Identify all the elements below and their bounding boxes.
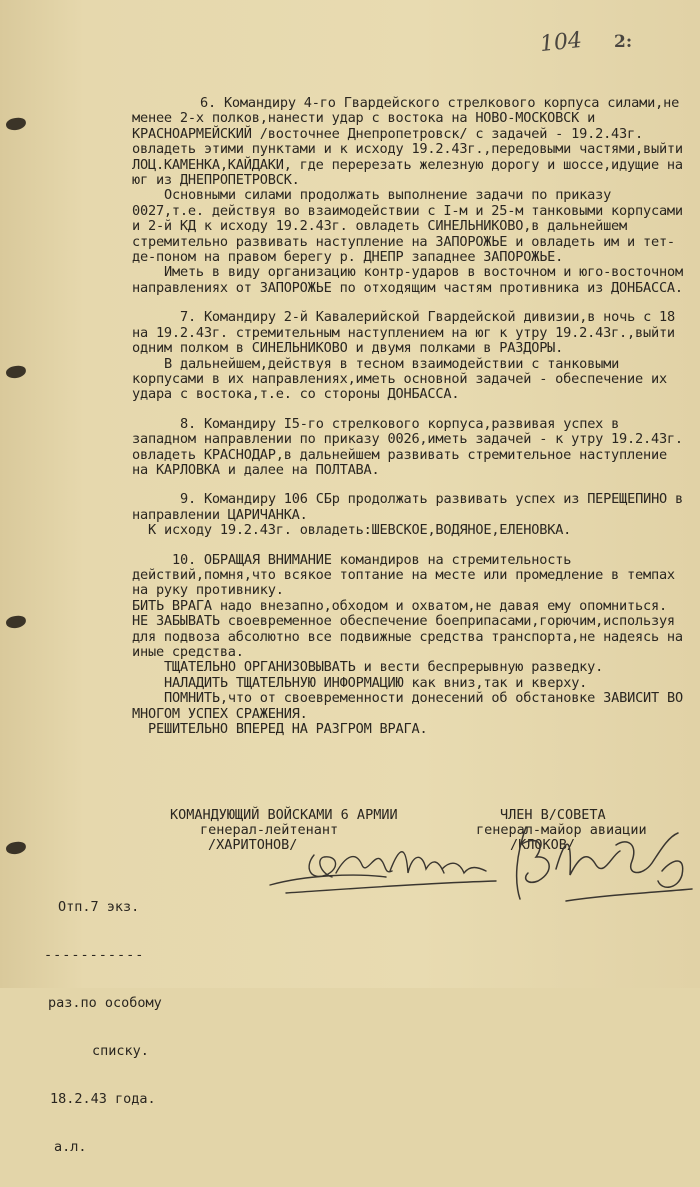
council-member-rank: генерал-майор авиации [476, 822, 647, 838]
paragraph-10-reports: ПОМНИТЬ,что от своевременности донесений об обстановке ЗАВИСИТ ВО МНОГОМ УСПЕХ СРАЖЕНИЯ. [132, 690, 691, 722]
paragraph-7-further: В дальнейшем,действуя в тесном взаимодействии с танковыми корпусами в их направлениях,иметь основной задачей - обеспечение их удара с востока,т.е. со стороны ДОНБАССА. [132, 355, 675, 403]
binder-hole-1 [5, 117, 26, 132]
signature-klokov [517, 827, 692, 901]
paragraph-10: 10. ОБРАЩАЯ ВНИМАНИЕ командиров на стремительность действий,помня,что всякое топтание на месте или промедление в темпах на руку противнику. [132, 551, 683, 599]
handwritten-signatures [266, 815, 696, 915]
order-body [132, 95, 691, 738]
commander-title: КОМАНДУЮЩИЙ ВОЙСКАМИ 6 АРМИИ [170, 807, 398, 823]
paragraph-6: 6. Командиру 4-го Гвардейского стрелкового корпуса силами,не менее 2-х полков,нанести удар с востока на НОВО-МОСКОВСК и КРАСНОАРМЕЙСКИЙ /восточнее Днепропетровск/ с задачей - 19.2.43г. овладеть этими пунктами и к исходу 19.2.43г.,передовыми частями,выйти ЛОЦ.КАМЕНКА,КАЙДАКИ, где перерезать железную дорогу и шоссе,идущие на юг из ДНЕПРОПЕТРОВСК. [132, 95, 691, 189]
paragraph-10-supply: НЕ ЗАБЫВАТЬ своевременное обеспечение боеприпасами,горючим,используя для подвоза абсолютно все подвижные средства транспорта,не надеясь на иные средства. [132, 613, 691, 660]
council-member-title: ЧЛЕН В/СОВЕТА [500, 807, 606, 823]
page-number: 2: [614, 32, 633, 52]
council-member-name: /КЛОКОВ/ [510, 837, 576, 853]
dispatch-date: 18.2.43 года. [50, 1091, 156, 1107]
paragraph-6-counterattacks: Иметь в виду организацию контр-ударов в восточном и юго-восточном направлениях от ЗАПОРОЖЬЕ по отходящим частям противника из ДОНБАССА. [132, 264, 691, 296]
binder-hole-2 [5, 365, 26, 380]
dispatch-note [44, 867, 162, 1187]
copies-count: Отп.7 экз. [58, 899, 140, 915]
binder-hole-4 [5, 841, 26, 856]
signature-kharitonov [270, 852, 496, 893]
paragraph-7: 7. Командиру 2-й Кавалерийской Гвардейской дивизии,в ночь с 18 на 19.2.43г. стремительным наступлением на юг к утру 19.2.43г.,выйти одним полком в СИНЕЛЬНИКОВО и двумя полками в РАЗДОРЫ. [132, 309, 684, 357]
distribution-line-2: списку. [92, 1043, 149, 1059]
handwritten-archive-number: 104 [538, 27, 584, 58]
commander-name: /ХАРИТОНОВ/ [208, 837, 298, 853]
paragraph-10-closing: РЕШИТЕЛЬНО ВПЕРЕД НА РАЗГРОМ ВРАГА. [148, 721, 428, 738]
paragraph-10-recon: ТЩАТЕЛЬНО ОРГАНИЗОВЫВАТЬ и вести беспрерывную разведку. [164, 659, 604, 676]
separator-line: ----------- [44, 947, 145, 963]
paragraph-6-main-forces: Основными силами продолжать выполнение задачи по приказу 0027,т.е. действуя во взаимодействии с I-м и 25-м танковыми корпусами и 2-й КД к исходу 19.2.43г. овладеть СИНЕЛЬНИКОВО,в дальнейшем стремительно развивать наступление на ЗАПОРОЖЬЕ и овладеть им и тет-де-поном на правом берегу р. ДНЕПР западнее ЗАПОРОЖЬЕ. [132, 187, 691, 266]
typist-initials: а.л. [54, 1139, 87, 1155]
paragraph-8: 8. Командиру I5-го стрелкового корпуса,развивая успех в западном направлении по приказу 0026,иметь задачей - к утру 19.2.43г. овладеть КРАСНОДАР,в дальнейшем развивать стремительное наступление на КАРЛОВКА и далее на ПОЛТАВА. [132, 415, 691, 478]
paragraph-10-strike: БИТЬ ВРАГА надо внезапно,обходом и охватом,не давая ему опомниться. [132, 597, 667, 614]
distribution-line-1: раз.по особому [48, 995, 162, 1011]
paragraph-10-information: НАЛАДИТЬ ТЩАТЕЛЬНУЮ ИНФОРМАЦИЮ как вниз,так и кверху. [164, 674, 588, 691]
paragraph-9: 9. Командиру 106 СБр продолжать развивать успех из ПЕРЕЩЕПИНО в направлении ЦАРИЧАНКА. [132, 491, 691, 523]
paragraph-9-objective: К исходу 19.2.43г. овладеть:ШЕВСКОЕ,ВОДЯНОЕ,ЕЛЕНОВКА. [148, 522, 572, 539]
commander-rank: генерал-лейтенант [200, 822, 339, 838]
binder-hole-3 [5, 615, 26, 630]
